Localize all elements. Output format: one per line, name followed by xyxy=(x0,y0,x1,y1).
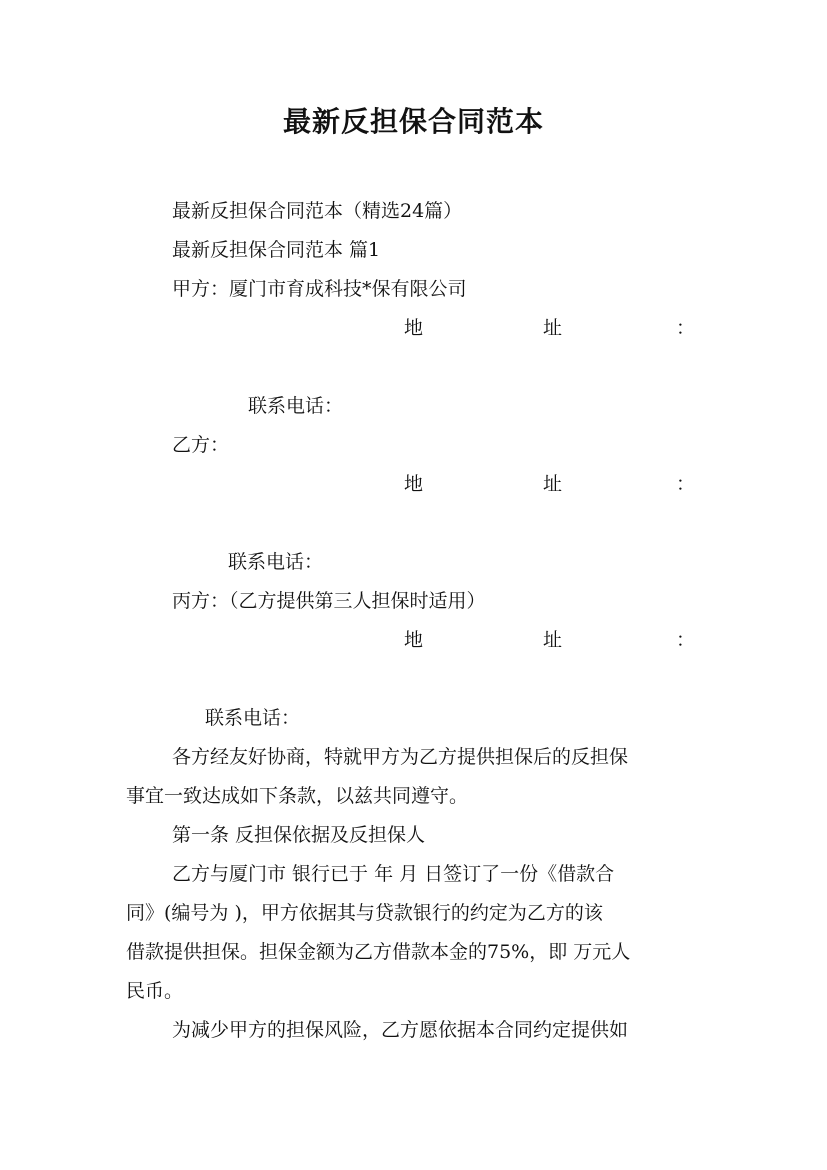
address-label-char2: 址 xyxy=(543,629,563,651)
address-label-char1: 地 xyxy=(404,629,424,651)
paragraph-3-line-1: 为减少甲方的担保风险，乙方愿依据本合同约定提供如 xyxy=(172,1019,629,1041)
contact-a-line: 联系电话： xyxy=(248,395,344,417)
article-1-heading: 第一条 反担保依据及反担保人 xyxy=(172,824,426,846)
address-label-char1: 地 xyxy=(404,317,424,339)
paragraph-2-line-2: 同》(编号为 )，甲方依据其与贷款银行的约定为乙方的该 xyxy=(126,902,603,924)
address-label-char2: 址 xyxy=(543,317,563,339)
address-label-colon: ： xyxy=(676,629,696,651)
address-label-char1: 地 xyxy=(404,473,424,495)
party-b-line: 乙方： xyxy=(172,434,230,456)
address-label-char2: 址 xyxy=(543,473,563,495)
paragraph-2-line-1: 乙方与厦门市 银行已于 年 月 日签订了一份《借款合 xyxy=(172,863,615,885)
party-c-line: 丙方：（乙方提供第三人担保时适用） xyxy=(172,590,486,612)
address-label-colon: ： xyxy=(676,473,696,495)
contact-b-line: 联系电话： xyxy=(228,551,324,573)
contact-c-line: 联系电话： xyxy=(205,707,301,729)
paragraph-1-line-2: 事宜一致达成如下条款，以兹共同遵守。 xyxy=(126,785,469,807)
paragraph-1-line-1: 各方经友好协商，特就甲方为乙方提供担保后的反担保 xyxy=(172,746,629,768)
address-label-colon: ： xyxy=(676,317,696,339)
paragraph-2-line-3: 借款提供担保。担保金额为乙方借款本金的75%，即 万元人 xyxy=(126,941,631,963)
paragraph-2-line-4: 民币。 xyxy=(126,980,184,1002)
subtitle-selected: 最新反担保合同范本（精选24篇） xyxy=(172,200,463,222)
document-title: 最新反担保合同范本 xyxy=(282,105,544,138)
subtitle-part: 最新反担保合同范本 篇1 xyxy=(172,239,381,261)
party-a-line: 甲方：厦门市育成科技*保有限公司 xyxy=(172,278,467,300)
